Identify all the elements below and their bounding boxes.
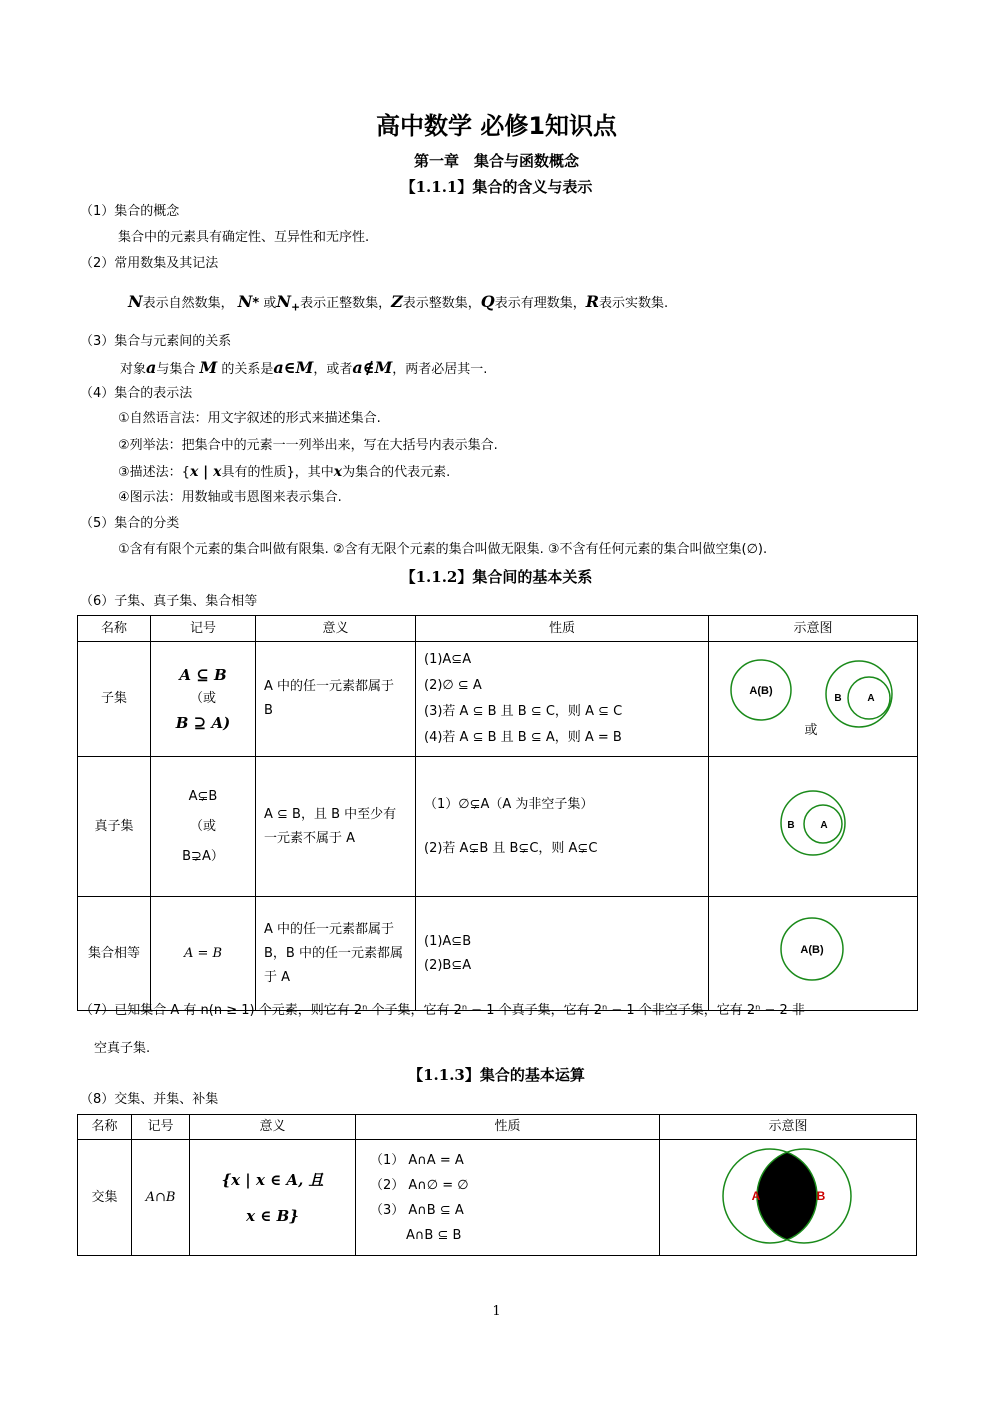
- p3-text3: 的关系是: [221, 362, 274, 377]
- section-111-title: 【1.1.1】集合的含义与表示: [400, 178, 593, 196]
- row-properties: [416, 897, 709, 1011]
- table-header-cell: 记号: [132, 1115, 190, 1140]
- label-b: B: [816, 1189, 826, 1203]
- row-meaning: A ⊆ B，且 B 中至少有一元素不属于 A: [256, 757, 416, 897]
- symbol-line: A⊊B: [188, 788, 218, 804]
- row-meaning: [190, 1140, 356, 1256]
- p1-heading: （1）集合的概念: [80, 204, 180, 219]
- math-Z: Z: [391, 292, 403, 311]
- p4-item3-e: 为集合的代表元素.: [342, 465, 451, 480]
- p4-item1: ①自然语言法：用文字叙述的形式来描述集合.: [118, 411, 381, 426]
- p4-item4: ④图示法：用数轴或韦恩图来表示集合.: [118, 490, 342, 505]
- p3-text4: ，或者: [313, 362, 353, 377]
- row-symbol: [151, 642, 256, 757]
- math-a-in-M: a∈M: [273, 358, 314, 377]
- row-name: 交集: [78, 1140, 132, 1256]
- row-name: 子集: [78, 642, 151, 757]
- math-a: a: [146, 358, 157, 377]
- math-plus: +: [291, 300, 301, 314]
- symbol-line: B ⊇ A): [175, 714, 231, 732]
- property-line: (1)A⊆B: [424, 933, 472, 949]
- row-figure: [660, 1140, 917, 1256]
- p3-text5: ，两者必居其一.: [392, 362, 488, 377]
- p2-text4: 表示有理数集，: [494, 296, 586, 311]
- table-header-cell: 示意图: [709, 616, 918, 642]
- p1-body: 集合中的元素具有确定性、互异性和无序性.: [118, 230, 370, 245]
- p4-heading: （4）集合的表示法: [80, 386, 193, 401]
- table-row: [78, 1140, 917, 1256]
- label-or: 或: [804, 723, 818, 738]
- label-b: B: [834, 693, 842, 704]
- page-number: 1: [492, 1304, 501, 1319]
- math-R: R: [585, 292, 600, 311]
- property-line: (2)∅ ⊆ A: [424, 678, 482, 693]
- section-113-title: 【1.1.3】集合的基本运算: [408, 1066, 585, 1084]
- meaning-line: x ∈ B}: [246, 1206, 299, 1225]
- page-title: 高中数学 必修1知识点: [375, 112, 618, 140]
- row-name: 真子集: [78, 757, 151, 897]
- p4-item3-a: ③描述法：{: [118, 465, 190, 480]
- p5-heading: （5）集合的分类: [80, 516, 180, 531]
- table-row: [78, 757, 918, 897]
- math-Nplus: N: [276, 292, 291, 311]
- venn-proper-subset-diagram: [709, 757, 918, 887]
- p3-body: [120, 358, 487, 380]
- venn-equal-diagram: [709, 897, 918, 1001]
- label-ab: A(B): [749, 685, 773, 697]
- property-line: （3） A∩B ⊆ A: [370, 1202, 464, 1218]
- property-line: A∩B ⊆ B: [406, 1227, 462, 1243]
- table-row: [78, 642, 918, 757]
- property-line: （1）∅⊊A（A 为非空子集）: [424, 796, 594, 812]
- symbol-line: （或: [189, 691, 216, 706]
- row-properties: [356, 1140, 660, 1256]
- p4-item3-b: x | x: [189, 464, 222, 480]
- p2-text2: 表示正整数集，: [300, 296, 392, 311]
- p2-heading: （2）常用数集及其记法: [80, 256, 219, 271]
- row-symbol: [151, 757, 256, 897]
- table-header-cell: 意义: [256, 616, 416, 642]
- row-symbol: A∩B: [132, 1140, 190, 1256]
- p2-text3: 表示整数集，: [402, 296, 481, 311]
- table-header-cell: 记号: [151, 616, 256, 642]
- row-symbol: A = B: [151, 897, 256, 1011]
- p3-text1: 对象: [120, 362, 147, 377]
- symbol-line: （或: [189, 818, 216, 834]
- table-header-cell: 意义: [190, 1115, 356, 1140]
- row-figure: [709, 642, 918, 757]
- table-header-cell: 性质: [416, 616, 709, 642]
- label-b: B: [787, 820, 795, 831]
- property-line: (4)若 A ⊆ B 且 B ⊆ A，则 A = B: [424, 730, 622, 745]
- p4-item2: ②列举法：把集合中的元素一一列举出来，写在大括号内表示集合.: [118, 438, 498, 453]
- p2-body: [128, 292, 668, 318]
- symbol-line: B⊋A）: [182, 848, 224, 864]
- label-a: A: [820, 820, 828, 831]
- symbol-line: A ⊆ B: [179, 666, 227, 684]
- label-a: A: [867, 693, 875, 704]
- p5-body: ①含有有限个元素的集合叫做有限集. ②含有无限个元素的集合叫做无限集. ③不含有任何元素的集合叫做空集(∅).: [118, 542, 768, 557]
- p4-item3-c: 具有的性质}，其中: [221, 465, 334, 480]
- table-header-row: [78, 616, 918, 642]
- p6-heading: （6）子集、真子集、集合相等: [80, 594, 258, 609]
- p3-heading: （3）集合与元素间的关系: [80, 334, 232, 349]
- table-header-cell: 示意图: [660, 1115, 917, 1140]
- row-properties: [416, 757, 709, 897]
- label-ab: A(B): [800, 944, 824, 956]
- p7-line2: 空真子集.: [94, 1041, 151, 1056]
- meaning-line: {x | x ∈ A, 且: [221, 1170, 324, 1189]
- p2-text5: 表示实数集.: [599, 296, 669, 311]
- math-star: *: [252, 296, 260, 311]
- property-line: （1） A∩A = A: [370, 1152, 464, 1168]
- row-meaning: A 中的任一元素都属于 B，B 中的任一元素都属于 A: [256, 897, 416, 1011]
- table-row: [78, 897, 918, 1011]
- property-line: (1)A⊆A: [424, 652, 472, 667]
- venn-intersection-diagram: [660, 1140, 917, 1246]
- p3-text2: 与集合: [156, 362, 196, 377]
- label-a: A: [751, 1189, 761, 1203]
- p2-text1: 表示自然数集，: [142, 296, 234, 311]
- property-line: (3)若 A ⊆ B 且 B ⊆ C，则 A ⊆ C: [424, 704, 623, 719]
- subset-table: [77, 615, 918, 1011]
- property-line: (2)若 A⊊B 且 B⊊C，则 A⊊C: [424, 840, 598, 856]
- math-N: N: [128, 292, 143, 311]
- operations-table: [77, 1114, 917, 1256]
- row-name: 集合相等: [78, 897, 151, 1011]
- p8-heading: （8）交集、并集、补集: [80, 1092, 219, 1107]
- property-line: (2)B⊆A: [424, 957, 472, 973]
- math-M: M: [199, 358, 218, 377]
- math-Q: Q: [480, 292, 495, 311]
- row-figure: [709, 897, 918, 1011]
- row-meaning: A 中的任一元素都属于 B: [256, 642, 416, 757]
- table-header-row: [78, 1115, 917, 1140]
- math-Nstar: N: [237, 292, 253, 311]
- table-header-cell: 性质: [356, 1115, 660, 1140]
- venn-subset-diagram: [709, 642, 918, 747]
- p4-item3-d: x: [333, 464, 343, 480]
- chapter-title: 第一章 集合与函数概念: [413, 152, 579, 170]
- p7-line1: （7）已知集合 A 有 n(n ≥ 1) 个元素，则它有 2ⁿ 个子集，它有 2ⁿ − 1 个真子集，它有 2ⁿ − 1 个非空子集，它有 2ⁿ − 2 非: [80, 1003, 805, 1018]
- p2-or: 或: [263, 296, 277, 311]
- math-a-notin-M: a∉M: [352, 358, 393, 377]
- property-line: （2） A∩∅ = ∅: [370, 1177, 469, 1193]
- row-figure: [709, 757, 918, 897]
- table-header-cell: 名称: [78, 616, 151, 642]
- p4-item3: [118, 463, 450, 482]
- section-112-title: 【1.1.2】集合间的基本关系: [400, 568, 593, 586]
- table-header-cell: 名称: [78, 1115, 132, 1140]
- row-properties: [416, 642, 709, 757]
